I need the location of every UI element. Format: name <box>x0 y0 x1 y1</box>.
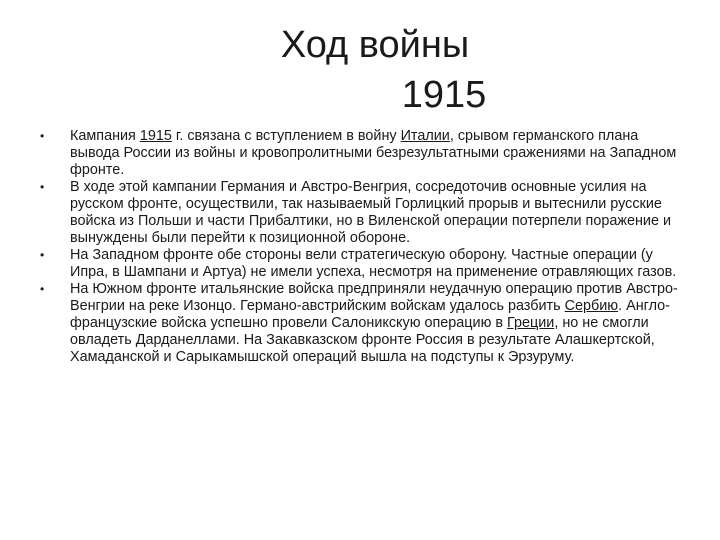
item-text: , срывом германского плана вывода России из войны и кровопролитными безрезультатными сражениями на Западном фронте. <box>70 128 677 178</box>
item-text: Кампания <box>70 128 140 144</box>
bullet-icon: • <box>40 180 45 194</box>
link-italy[interactable]: Италии <box>400 128 450 144</box>
bullet-icon: • <box>40 248 45 262</box>
bullet-list <box>40 128 680 366</box>
item-text: г. связана с вступлением в войну <box>171 128 401 144</box>
link-1915[interactable]: 1915 <box>139 128 172 144</box>
slide-title-year: 1915 <box>401 74 487 116</box>
slide-title-line1: Ход войны <box>280 24 470 66</box>
list-item-2 <box>40 179 680 247</box>
link-greece[interactable]: Греции <box>507 315 555 331</box>
slide-title <box>0 20 720 120</box>
item-text: . Англо-французские войска успешно провели Салоникскую операцию в <box>70 298 670 331</box>
item-text: На Южном фронте итальянские войска предприняли неудачную операцию против Австро-Венгрии на реке Изонцо. Германо-австрийским войскам удалось разбить <box>70 281 678 314</box>
list-item-1 <box>40 128 680 179</box>
item-text: В ходе этой кампании Германия и Австро-Венгрия, сосредоточив основные усилия на русском фронте, осуществили, так называемый Горлицкий прорыв и вытеснили русские войска из Польши и части Прибалтики, но в Виленской операции потерпели поражение и вынуждены были перейти к позиционной обороне. <box>70 179 672 246</box>
item-text: , но не смогли овладеть Дарданеллами. На Закавказском фронте Россия в результате Алашкертской, Хамаданской и Сарыкамышской операций вышла на подступы к Эрзуруму. <box>70 315 655 365</box>
list-item-3 <box>40 247 680 281</box>
list-item-4 <box>40 281 680 366</box>
bullet-icon: • <box>40 129 45 143</box>
bullet-icon: • <box>40 282 45 296</box>
item-text: На Западном фронте обе стороны вели стратегическую оборону. Частные операции (у Ипра, в Шампани и Артуа) не имели успеха, несмотря на применение отравляющих газов. <box>70 247 677 280</box>
link-serbia[interactable]: Сербию <box>564 298 619 314</box>
